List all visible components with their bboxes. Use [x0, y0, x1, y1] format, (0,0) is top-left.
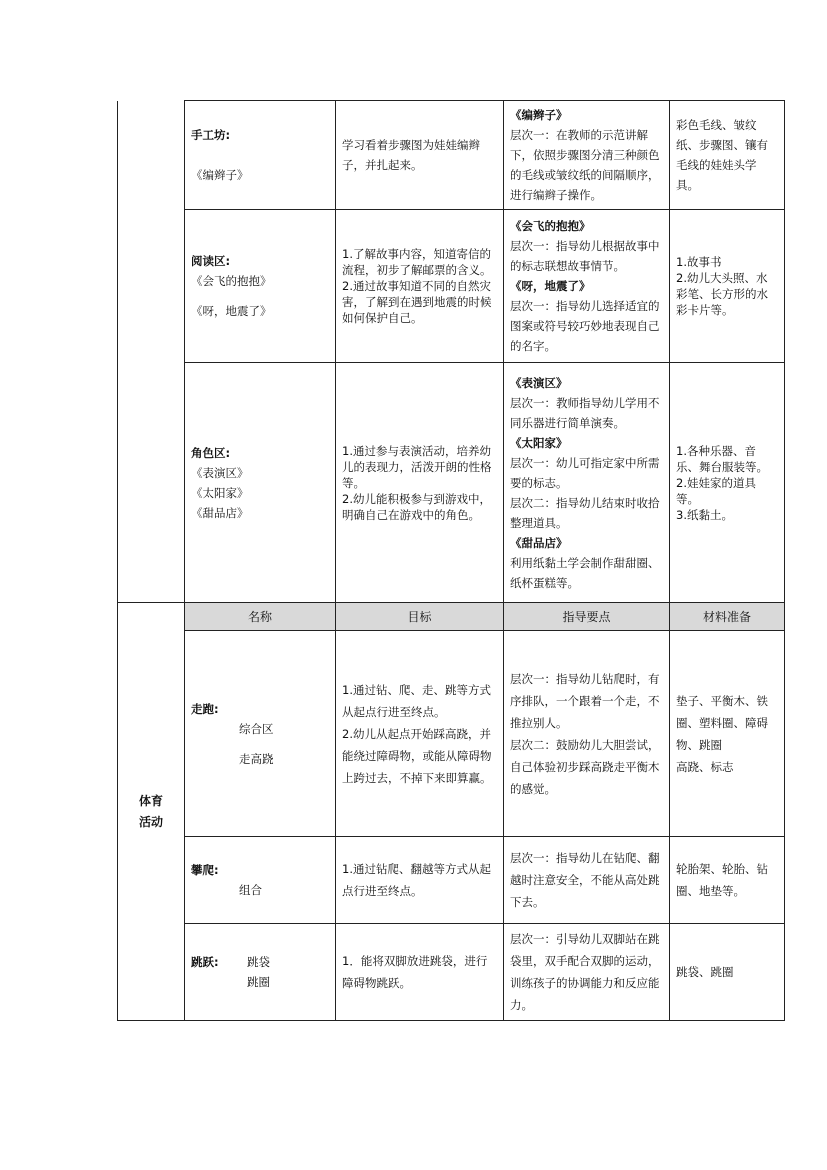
- activity-name-cell: [185, 363, 336, 603]
- guide-text: 层次一：指导幼儿在钻爬、翻越时注意安全，不能从高处跳下去。: [510, 851, 660, 909]
- goal-cell: [336, 837, 504, 924]
- column-header-goal: 目标: [336, 603, 504, 631]
- goal-text: 1.通过钻、爬、走、跳等方式从起点行进至终点。: [342, 682, 491, 719]
- guide-text: 层次一：指导幼儿钻爬时，有序排队，一个跟着一个走，不推拉别人。: [510, 671, 660, 730]
- section-label-cell: [118, 101, 185, 603]
- activity-name-cell: [185, 631, 336, 837]
- guide-cell: [504, 101, 670, 210]
- guide-text: 层次一：指导幼儿根据故事中的标志联想故事情节。: [510, 239, 660, 273]
- goal-cell: [336, 631, 504, 837]
- guide-text: 层次二：指导幼儿结束时收拾整理道具。: [510, 495, 660, 530]
- activity-title: 阅读区:: [191, 254, 231, 268]
- guide-text: 层次二：鼓励幼儿大胆尝试，自己体验初步踩高跷走平衡木的感觉。: [510, 737, 660, 796]
- guide-text: 利用纸黏土学会制作甜甜圈、纸杯蛋糕等。: [510, 555, 660, 590]
- activity-title: 角色区:: [191, 445, 231, 460]
- table-row: [118, 210, 785, 363]
- guide-text: 《表演区》: [510, 375, 568, 390]
- guide-text: 层次一：指导幼儿选择适宜的图案或符号较巧妙地表现自己的名字。: [510, 299, 660, 353]
- activity-item: 《会飞的抱抱》: [191, 274, 272, 288]
- guide-text: 层次一：引导幼儿双脚站在跳袋里，双手配合双脚的运动，训练孩子的协调能力和反应能力。: [510, 932, 660, 1012]
- activity-item: 《太阳家》: [191, 485, 249, 500]
- material-text: 跳袋、跳圈: [676, 965, 734, 979]
- guide-text: 《太阳家》: [510, 435, 568, 450]
- goal-text: 1.通过参与表演活动，培养幼儿的表现力，活泼开朗的性格等。: [342, 443, 492, 490]
- material-text: 高跷、标志: [676, 759, 734, 774]
- table-row: [118, 363, 785, 603]
- section-label: 体育: [138, 793, 163, 808]
- goal-text: 1.了解故事内容，知道寄信的流程，初步了解邮票的含义。: [342, 247, 492, 277]
- material-text: 1.故事书: [676, 255, 722, 269]
- goal-text: 2.通过故事知道不同的自然灾害，了解到在遇到地震的时候如何保护自己。: [342, 279, 492, 325]
- table-row: [118, 101, 785, 210]
- activity-item: 综合区: [239, 721, 274, 736]
- activity-name-cell: [185, 210, 336, 363]
- material-text: 2.幼儿大头照、水彩笔、长方形的水彩卡片等。: [676, 271, 768, 317]
- material-text: 垫子、平衡木、铁圈、塑料圈、障碍物、跳圈: [676, 693, 768, 752]
- guide-cell: [504, 631, 670, 837]
- guide-text: 《甜品店》: [510, 535, 568, 550]
- guide-text: 层次一：教师指导幼儿学用不同乐器进行简单演奏。: [510, 395, 660, 430]
- activity-item: 跳袋: [247, 955, 270, 969]
- guide-text: 层次一：幼儿可指定家中所需要的标志。: [510, 455, 660, 490]
- activity-title: 走跑:: [191, 701, 219, 716]
- guide-text: 《会飞的抱抱》: [510, 219, 591, 233]
- table-header-row: [118, 603, 785, 631]
- goal-text: 学习看着步骤图为娃娃编辫子，并扎起来。: [342, 138, 480, 172]
- column-header-name: 名称: [185, 603, 336, 631]
- goal-cell: [336, 924, 504, 1021]
- material-cell: [670, 924, 785, 1021]
- goal-text: 1.通过钻爬、翻越等方式从起点行进至终点。: [342, 862, 491, 898]
- material-cell: [670, 210, 785, 363]
- goal-text: 2.幼儿能积极参与到游戏中，明确自己在游戏中的角色。: [342, 491, 491, 522]
- activity-item: 《表演区》: [191, 465, 249, 480]
- material-cell: [670, 837, 785, 924]
- goal-cell: [336, 363, 504, 603]
- guide-cell: [504, 837, 670, 924]
- goal-text: 1．能将双脚放进跳袋，进行障碍物跳跃。: [342, 954, 488, 990]
- section-label: 活动: [138, 814, 163, 829]
- guide-text: 层次一：在教师的示范讲解下，依照步骤图分清三种颜色的毛线或皱纹纸的间隔顺序，进行编辫子操作。: [510, 128, 660, 202]
- table-row: [118, 631, 785, 837]
- activity-table: [117, 100, 785, 1021]
- activity-title-text: 跳跃:: [191, 955, 219, 969]
- activity-item: 《甜品店》: [191, 505, 249, 520]
- material-text: 彩色毛线、皱纹纸、步骤图、镶有毛线的娃娃头学具。: [676, 118, 768, 192]
- material-text: 3.纸黏土。: [676, 507, 733, 522]
- guide-cell: [504, 924, 670, 1021]
- guide-text: 《呀，地震了》: [510, 279, 591, 293]
- column-header-guide: 指导要点: [504, 603, 670, 631]
- activity-item: 走高跷: [239, 751, 274, 766]
- activity-item: 《编辫子》: [191, 168, 249, 182]
- goal-cell: [336, 210, 504, 363]
- section-label-cell: [118, 603, 185, 1021]
- guide-cell: [504, 363, 670, 603]
- column-header-material: 材料准备: [670, 603, 785, 631]
- activity-name-cell: [185, 924, 336, 1021]
- activity-name-cell: [185, 101, 336, 210]
- goal-text: 2.幼儿从起点开始踩高跷，并能绕过障碍物，或能从障碍物上跨过去，不掉下来即算赢。: [342, 726, 492, 785]
- material-cell: [670, 363, 785, 603]
- table-row: [118, 837, 785, 924]
- activity-name-cell: [185, 837, 336, 924]
- activity-item: 《呀，地震了》: [191, 304, 272, 318]
- activity-title: 手工坊:: [191, 128, 231, 142]
- activity-title: 攀爬:: [191, 863, 219, 877]
- activity-item: 跳圈: [247, 975, 270, 989]
- material-cell: [670, 631, 785, 837]
- table-row: [118, 924, 785, 1021]
- activity-title: [191, 952, 329, 972]
- guide-cell: [504, 210, 670, 363]
- goal-cell: [336, 101, 504, 210]
- material-text: 1.各种乐器、音乐、舞台服装等。: [676, 443, 768, 474]
- activity-item: 组合: [239, 883, 262, 897]
- material-text: 轮胎架、轮胎、钻圈、地垫等。: [676, 862, 768, 898]
- guide-text: 《编辫子》: [510, 108, 568, 122]
- material-cell: [670, 101, 785, 210]
- material-text: 2.娃娃家的道具等。: [676, 475, 756, 506]
